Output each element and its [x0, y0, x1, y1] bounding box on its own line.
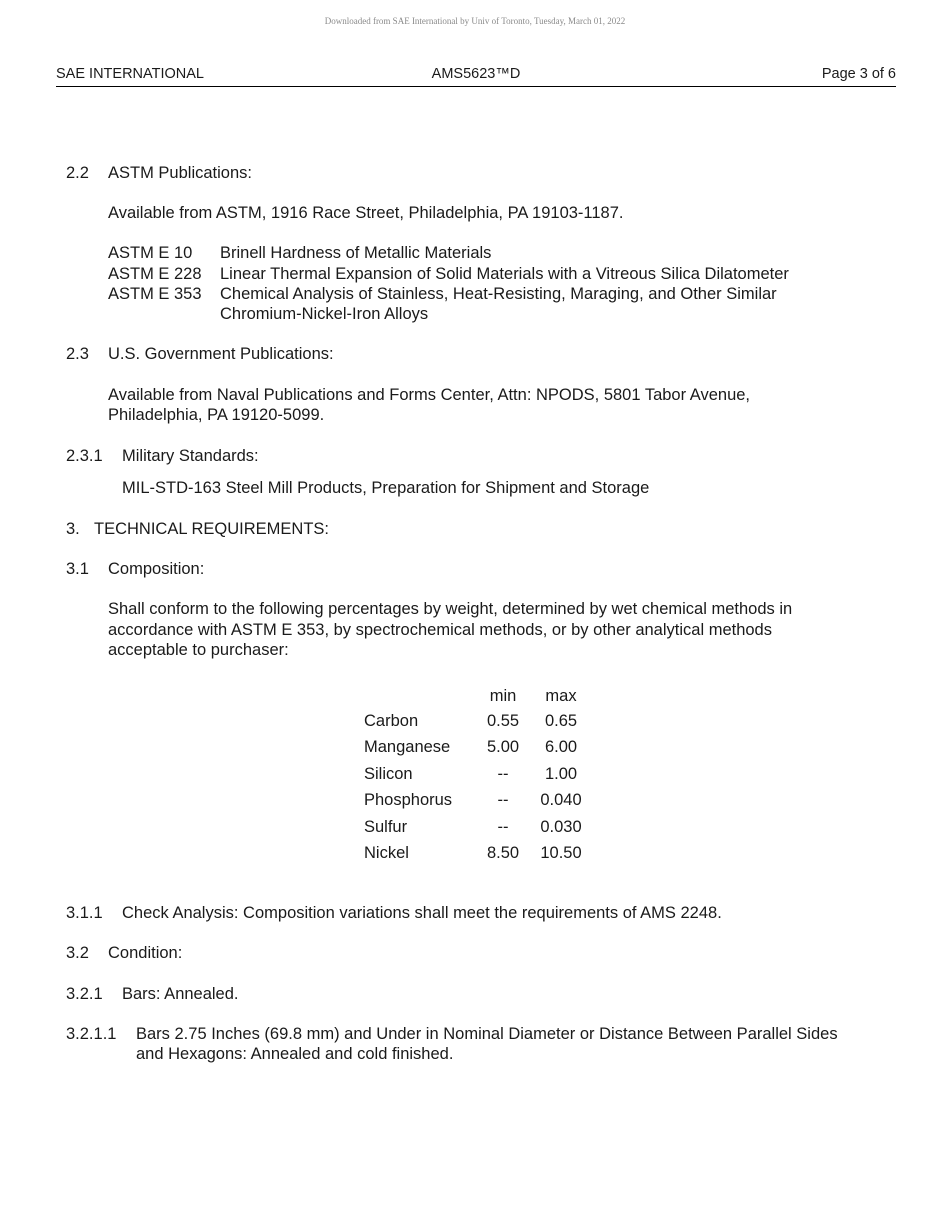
element-max: 6.00: [544, 738, 578, 757]
element-name: Carbon: [364, 711, 419, 730]
ref-code: ASTM E 353: [108, 285, 202, 303]
section-3-1-paragraph: Shall conform to the following percentages by weight, determined by wet chemical methods in: [108, 600, 793, 618]
table-row: [362, 735, 590, 762]
section-3-2-1-1-text-continued: and Hexagons: Annealed and cold finished.: [136, 1045, 454, 1063]
element-max: 1.00: [544, 764, 578, 783]
section-2-2-availability: Available from ASTM, 1916 Race Street, Philadelphia, PA 19103-1187.: [108, 204, 624, 222]
element-min: 8.50: [486, 844, 520, 863]
header-element: [362, 684, 474, 708]
download-watermark: Downloaded from SAE International by Univ of Toronto, Tuesday, March 01, 2022: [324, 16, 626, 26]
table-row: [362, 841, 590, 868]
section-3-2-number: 3.2: [66, 944, 89, 962]
element-min: 5.00: [486, 738, 520, 757]
section-3-1-number: 3.1: [66, 560, 89, 578]
header-org: SAE INTERNATIONAL: [56, 66, 204, 82]
header-min: min: [489, 686, 517, 705]
element-min: --: [497, 791, 509, 810]
section-3-title: TECHNICAL REQUIREMENTS:: [94, 520, 329, 538]
table-row: [362, 708, 590, 735]
page-header: [56, 66, 896, 87]
element-name: Nickel: [364, 844, 409, 863]
ref-description: Brinell Hardness of Metallic Materials: [220, 244, 492, 262]
element-min: 0.55: [486, 711, 520, 730]
section-2-2-title: ASTM Publications:: [108, 164, 252, 182]
section-3-number: 3.: [66, 520, 80, 538]
section-3-2-1-1-text: Bars 2.75 Inches (69.8 mm) and Under in Nominal Diameter or Distance Between Parallel Sides: [136, 1025, 838, 1043]
table-row: [362, 788, 590, 815]
element-name: Phosphorus: [364, 791, 453, 810]
ref-description: Linear Thermal Expansion of Solid Materials with a Vitreous Silica Dilatometer: [220, 265, 789, 283]
element-max: 0.040: [540, 791, 582, 810]
section-2-2-number: 2.2: [66, 164, 89, 182]
table-row: [362, 761, 590, 788]
element-min: --: [497, 817, 509, 836]
ref-code: ASTM E 228: [108, 265, 202, 283]
section-3-1-1-text: Check Analysis: Composition variations shall meet the requirements of AMS 2248.: [122, 904, 722, 922]
section-3-1-paragraph: acceptable to purchaser:: [108, 641, 289, 659]
mil-std-reference: MIL-STD-163 Steel Mill Products, Preparation for Shipment and Storage: [122, 479, 650, 497]
section-3-2-1-number: 3.2.1: [66, 985, 103, 1003]
section-3-2-title: Condition:: [108, 944, 183, 962]
table-row: [362, 814, 590, 841]
element-max: 0.030: [540, 817, 582, 836]
section-3-2-1-text: Bars: Annealed.: [122, 985, 239, 1003]
section-3-2-1-1-number: 3.2.1.1: [66, 1025, 117, 1043]
header-max: max: [545, 686, 577, 705]
section-2-3-availability: Available from Naval Publications and Forms Center, Attn: NPODS, 5801 Tabor Avenue,: [108, 386, 751, 404]
section-2-3-availability-continued: Philadelphia, PA 19120-5099.: [108, 406, 325, 424]
ref-description: Chemical Analysis of Stainless, Heat-Resisting, Maraging, and Other Similar: [220, 285, 777, 303]
section-2-3-number: 2.3: [66, 345, 89, 363]
composition-header-row: [362, 684, 590, 708]
ref-code: ASTM E 10: [108, 244, 193, 262]
section-2-3-1-number: 2.3.1: [66, 447, 103, 465]
element-name: Silicon: [364, 764, 413, 783]
ref-description-continued: Chromium-Nickel-Iron Alloys: [220, 305, 429, 323]
section-2-3-title: U.S. Government Publications:: [108, 345, 334, 363]
element-name: Manganese: [364, 738, 451, 757]
section-3-1-paragraph: accordance with ASTM E 353, by spectrochemical methods, or by other analytical methods: [108, 621, 772, 639]
composition-table: [362, 684, 590, 867]
element-max: 0.65: [544, 711, 578, 730]
element-name: Sulfur: [364, 817, 408, 836]
header-page-number: Page 3 of 6: [821, 66, 896, 82]
section-3-1-1-number: 3.1.1: [66, 904, 103, 922]
section-2-3-1-title: Military Standards:: [122, 447, 259, 465]
element-max: 10.50: [540, 844, 582, 863]
element-min: --: [497, 764, 509, 783]
section-3-1-title: Composition:: [108, 560, 205, 578]
header-doc-id: AMS5623™D: [431, 66, 521, 82]
